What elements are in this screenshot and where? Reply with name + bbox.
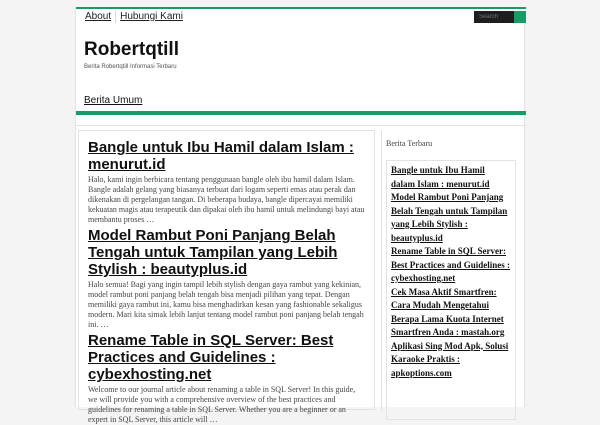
widget-title: Berita Terbaru [386, 139, 433, 148]
search-input[interactable] [474, 11, 514, 23]
post-title-link[interactable]: Bangle untuk Ibu Hamil dalam Islam : menurut.id [88, 139, 354, 173]
site-title[interactable]: Robertqtill [84, 39, 179, 60]
recent-post-link[interactable]: Cek Masa Aktif Smartfren: Cara Mudah Mengetahui Berapa Lama Kuota Internet Smartfren Anda : mastah.org [391, 286, 505, 337]
site-description: Berita Robertqtill Informasi Terbaru [84, 64, 177, 70]
recent-post-link[interactable]: Aplikasi Sing Mod Apk, Solusi Karaoke Praktis : apkoptions.com [391, 340, 509, 378]
post-item [79, 131, 374, 225]
main-navigation [76, 91, 526, 115]
recent-post-link[interactable]: Rename Table in SQL Server: Best Practices and Guidelines : cybexhosting.net [391, 246, 510, 283]
site-branding [84, 40, 179, 70]
post-excerpt: Halo, kami ingin berbicara tentang penggunaan bangle oleh ibu hamil dalam Islam. Bangle adalah gelang yang biasanya terbuat dari logam seperti emas atau perak dan dikenakan di pergelangan tangan. Di beberapa budaya, bangle dipercayai memiliki kekuatan magis atau terapeutik dan dipakai oleh ibu hamil untuk melindungi bayi atau membantu proses … [88, 175, 365, 224]
post-item [79, 332, 374, 425]
sidebar [381, 130, 521, 410]
content-area [76, 125, 526, 425]
top-bar [76, 7, 526, 23]
top-navigation [81, 11, 187, 23]
search-button[interactable] [514, 11, 526, 23]
nav-link-berita-umum[interactable]: Berita Umum [84, 95, 143, 106]
post-title-link[interactable]: Model Rambut Poni Panjang Belah Tengah untuk Tampilan yang Lebih Stylish : beautyplus.id [88, 227, 338, 278]
nav-link-hubungi-kami[interactable]: Hubungi Kami [120, 11, 183, 22]
nav-link-about[interactable]: About [81, 11, 116, 23]
recent-posts-list [391, 164, 511, 380]
page-container [75, 7, 525, 424]
recent-post-link[interactable]: Model Rambut Poni Panjang Belah Tengah untuk Tampilan yang Lebih Stylish : beautyplus.id [391, 192, 508, 243]
post-title-link[interactable]: Rename Table in SQL Server: Best Practices and Guidelines : cybexhosting.net [88, 332, 334, 383]
post-item [79, 227, 374, 330]
post-excerpt: Welcome to our journal article about renaming a table in SQL Server! In this guide, we will provide you with a comprehensive overview of the best practices and guidelines for renaming a table in SQL Server. Whether you are a beginner or an expert in SQL Server, this article will … [88, 385, 356, 424]
recent-posts-widget [386, 160, 516, 420]
post-list [78, 130, 375, 424]
post-excerpt: Halo semua! Bagi yang ingin tampil lebih stylish dengan gaya rambut yang kekinian, model rambut poni panjang belah tengah bisa menjadi pilihan yang tepat. Dengan memiliki gaya rambut ini, kamu bisa menghadirkan kesan yang fashionable sekaligus modern. Mari kita simak lebih lanjut tentang model rambut poni panjang belah tengah ini. … [88, 280, 364, 329]
recent-post-link[interactable]: Bangle untuk Ibu Hamil dalam Islam : menurut.id [391, 165, 490, 189]
